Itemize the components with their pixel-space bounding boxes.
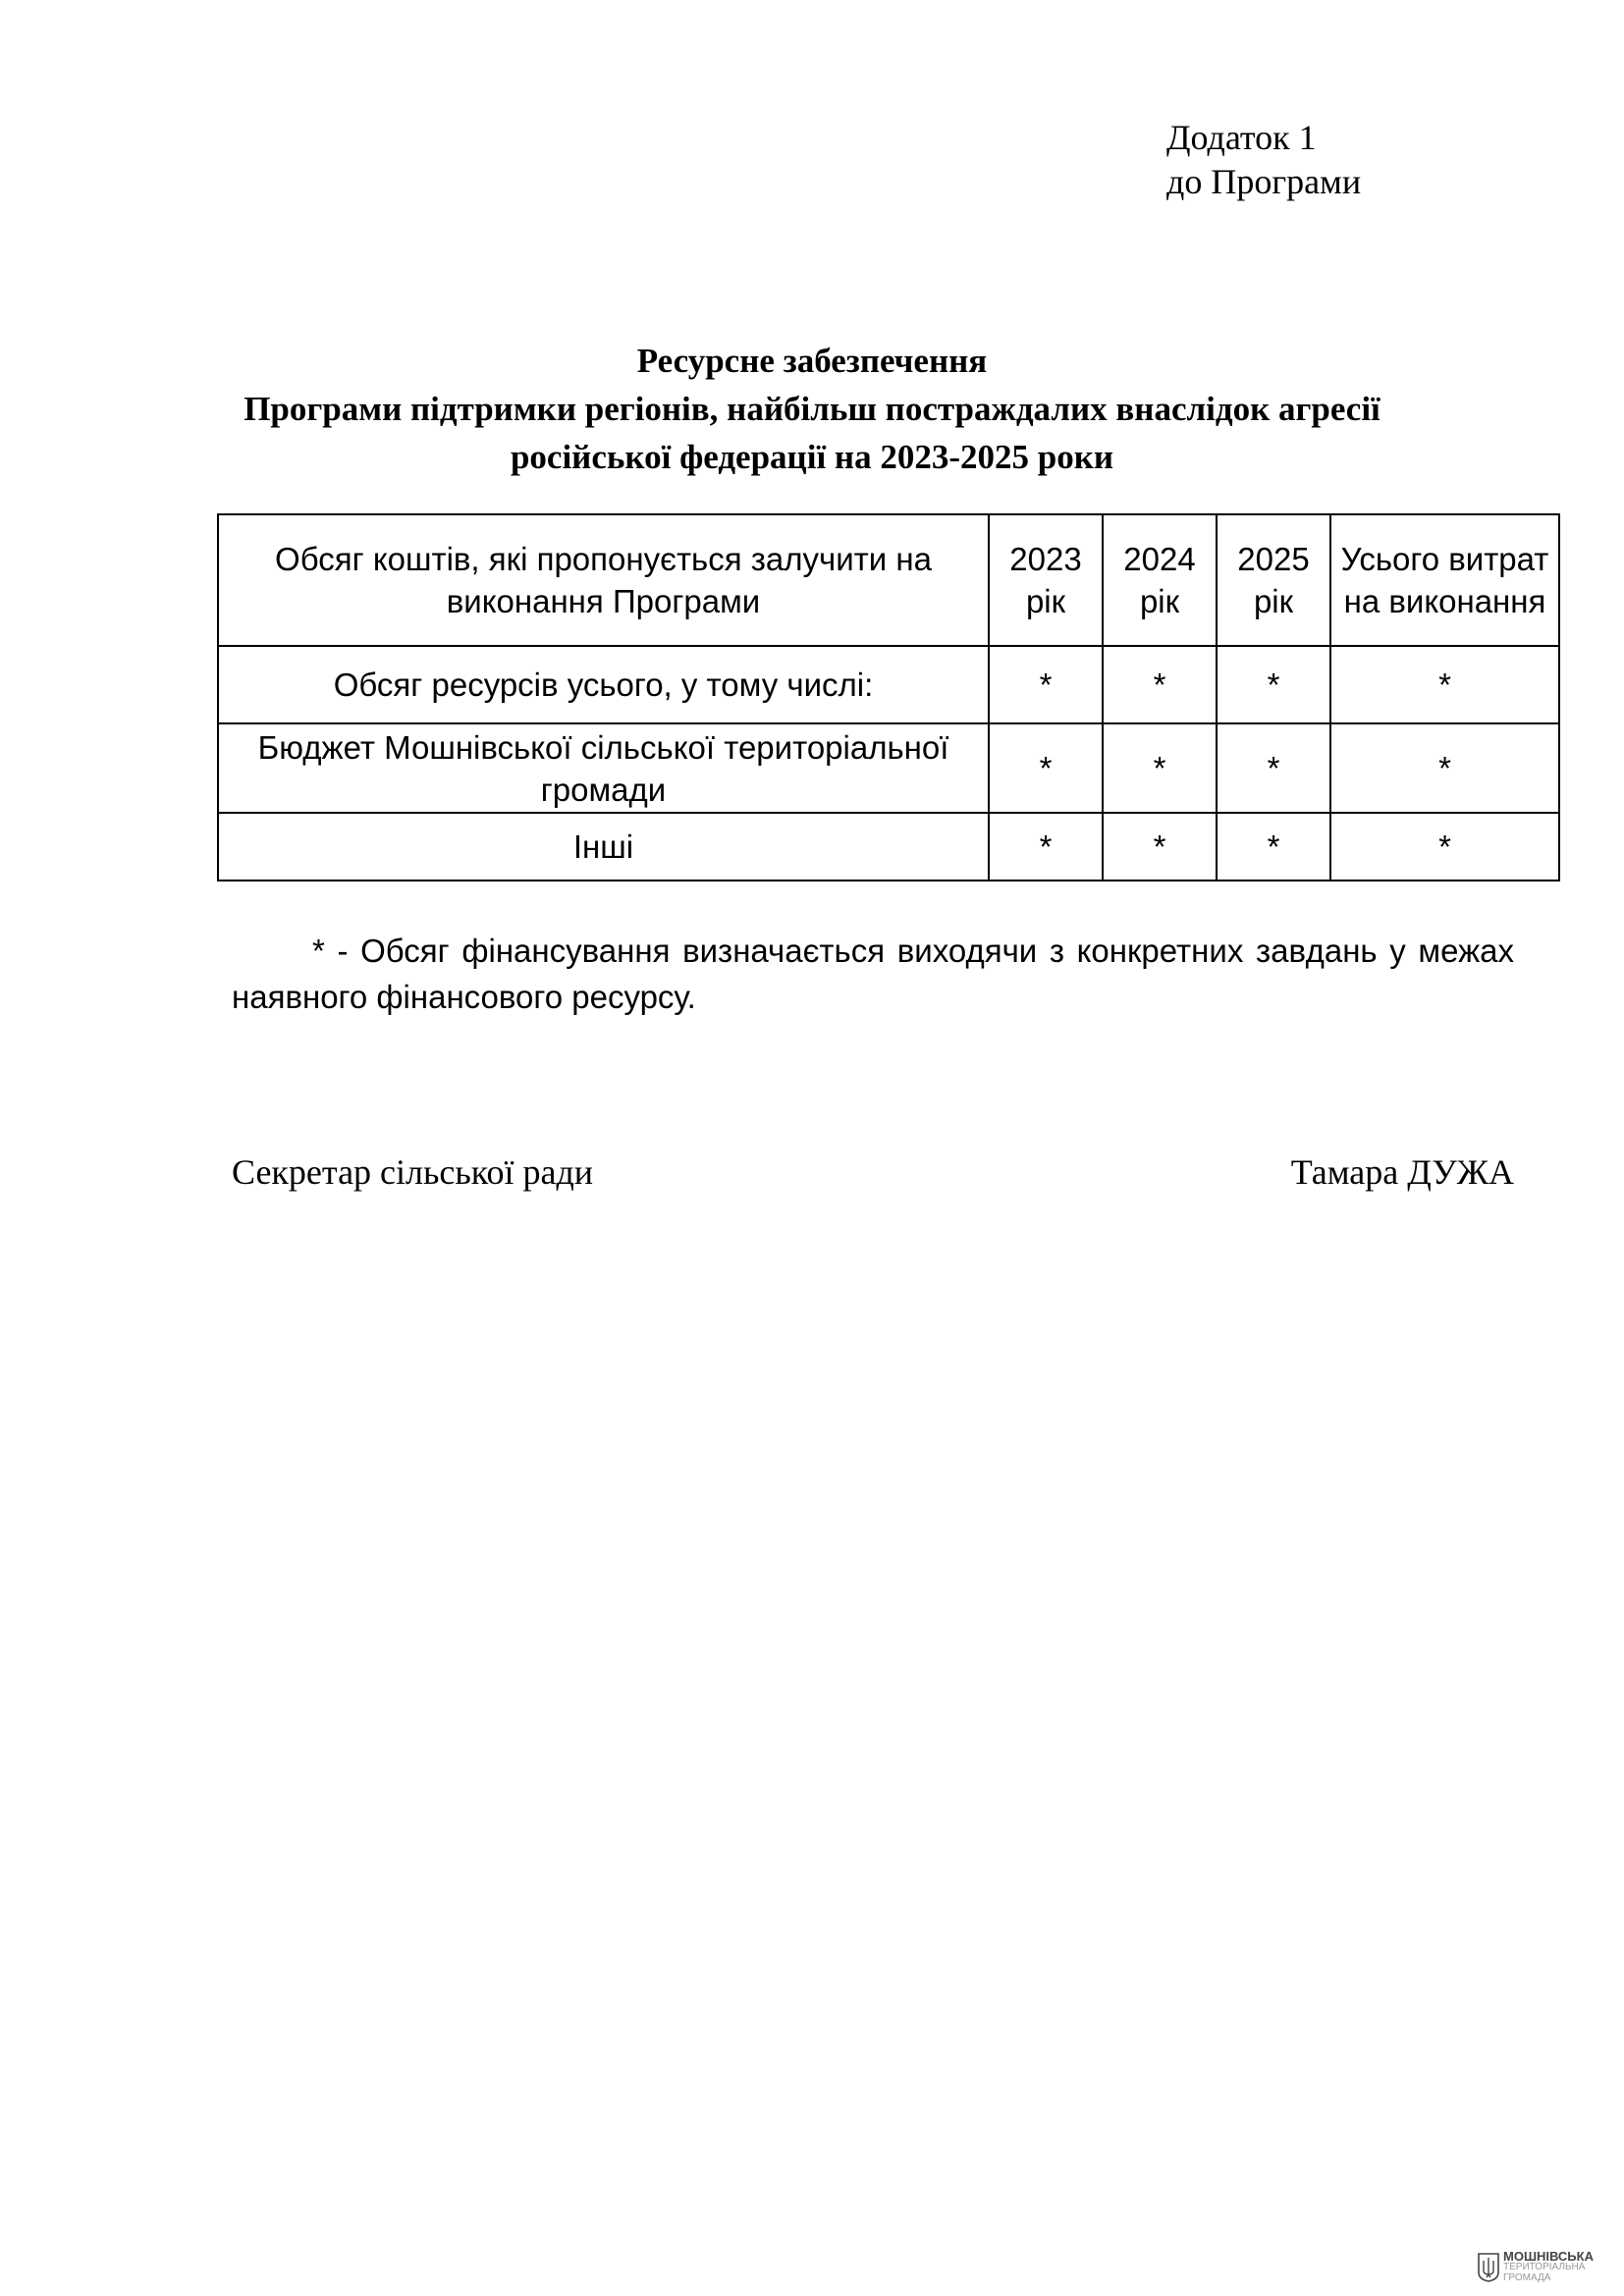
table-row	[218, 723, 1559, 813]
table-row	[218, 813, 1559, 881]
table-header-row	[218, 514, 1559, 646]
title-line-2: Програми підтримки регіонів, найбільш постраждалих внаслідок агресії	[244, 390, 1380, 428]
coat-of-arms-icon	[1478, 2253, 1499, 2282]
footnote: * - Обсяг фінансування визначається виходячи з конкретних завдань у межах наявного фінансового ресурсу.	[232, 933, 1514, 1015]
header-year-2023: 2023 рік	[989, 514, 1103, 646]
header-year-2025: 2025 рік	[1217, 514, 1330, 646]
row-label: Бюджет Мошнівської сільської територіальної громади	[218, 723, 989, 813]
appendix-line-1: Додаток 1	[1166, 118, 1317, 157]
signatory-position: Секретар сільської ради	[232, 1152, 594, 1192]
cell-total: *	[1330, 723, 1559, 813]
cell-2023: *	[989, 723, 1103, 813]
header-year-2024: 2024 рік	[1103, 514, 1217, 646]
header-total: Усього витрат на виконання	[1330, 514, 1559, 646]
appendix-note	[1166, 116, 1361, 204]
cell-2023: *	[989, 646, 1103, 723]
community-logo	[1478, 2251, 1594, 2283]
header-funding-volume: Обсяг коштів, які пропонується залучити на виконання Програми	[218, 514, 989, 646]
signature-block	[232, 1150, 1514, 1195]
resources-table	[217, 513, 1560, 881]
cell-total: *	[1330, 646, 1559, 723]
logo-line-3: ГРОМАДА	[1503, 2272, 1551, 2283]
cell-total: *	[1330, 813, 1559, 881]
cell-2025: *	[1217, 646, 1330, 723]
logo-text	[1503, 2251, 1594, 2283]
logo-line-2: ТЕРИТОРІАЛЬНА	[1503, 2262, 1586, 2272]
logo-line-1: МОШНІВСЬКА	[1503, 2249, 1594, 2264]
appendix-line-2: до Програми	[1166, 162, 1362, 201]
cell-2024: *	[1103, 723, 1217, 813]
title-line-1: Ресурсне забезпечення	[636, 342, 988, 380]
document-title	[0, 337, 1624, 481]
cell-2023: *	[989, 813, 1103, 881]
cell-2024: *	[1103, 646, 1217, 723]
cell-2025: *	[1217, 813, 1330, 881]
title-line-3: російської федерації на 2023-2025 роки	[510, 438, 1114, 476]
signatory-name: Тамара ДУЖА	[1290, 1152, 1514, 1192]
cell-2025: *	[1217, 723, 1330, 813]
row-label: Обсяг ресурсів усього, у тому числі:	[218, 646, 989, 723]
cell-2024: *	[1103, 813, 1217, 881]
row-label: Інші	[218, 813, 989, 881]
table-row	[218, 646, 1559, 723]
